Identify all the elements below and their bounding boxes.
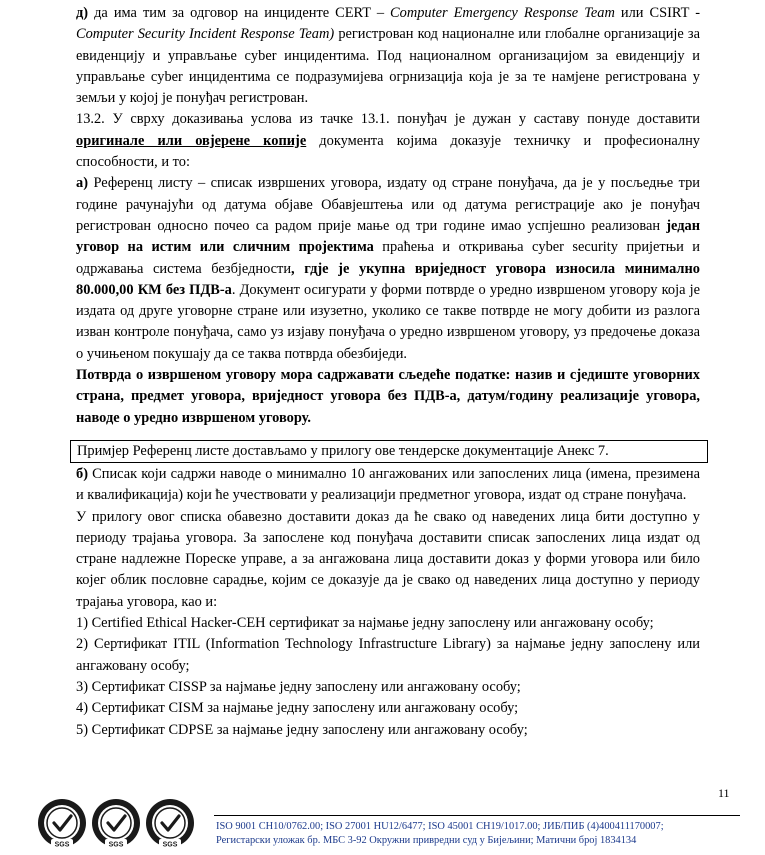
certification-seals [36, 796, 196, 852]
item-label: а) [76, 175, 88, 192]
sgs-seal-icon-3 [146, 799, 194, 849]
reference-list-note-box: Примјер Референц листе достављамо у прилогу ове тендерске документације Анекс 7. [70, 440, 708, 463]
sgs-seal-icon-1 [38, 799, 86, 849]
paragraph-attachment: У прилогу овог списка обавезно доставити доказ да ће свако од наведених лица бити доступно у периоду трајања уговора. За запослене код понуђача доставити списак запослених лица издат од стране надлежне Пореске управе, а за ангажована лица доставити доказ у форми уговора или било којег облик пословне сарадње, којим се доказује да је свако од наведених лица доступно у периоду трајања уговора, као и: [76, 508, 700, 610]
page-number: 11 [718, 786, 730, 800]
cert-item-5: 5) Сертификат CDPSE за најмање једну запослену или ангажовану особу; [76, 721, 528, 738]
cert-item-1: 1) Certified Ethical Hacker-CEH сертификат за најмање једну запослену или ангажовану особу; [76, 615, 654, 632]
sgs-seal-icon-2 [92, 799, 140, 849]
item-label: б) [76, 465, 88, 482]
item-label: д) [76, 5, 89, 21]
footer-registration-info [216, 820, 751, 848]
cert-item-2: 2) Сертификат ITIL (Information Technology Infrastructure Library) за најмање једну запослену или ангажовану особу; [76, 636, 700, 674]
paragraph-a: а) Референц листу – списак извршених уговора, издату од стране понуђача, да је у посљедње три године рачунајући од датума објаве Обавјештења или од датума регистрације ако је понуђач регистрован односно почео са радом прије мање од три године имао успјешно реализован један уговор на истим или сличним пројектима праћења и откривања cyber security пријетњи и одржавања система безбједности, гдје је укупна вриједност уговора износила минимално 80.000,00 КМ без ПДВ-а. Документ осигурати у форми потврде о уредно извршеном уговору која је издата од друге уговорне стране или изузетно, уколико се такве потврде не могу добити из разлога изван контроле понуђача, само уз изјаву понуђача о уредно извршеном уговору, уз предочење доказа о учињеном покушају да се таква потврда обезбиједи. [76, 175, 700, 362]
document-body [76, 3, 700, 741]
paragraph-13-2: 13.2. У сврху доказивања услова из тачке 13.1. понуђач је дужан у саставу понуде доставити оригинале или овјерене копије документа којима доказује техничку и професионалну способности, и то: [76, 111, 700, 171]
paragraph-confirmation: Потврда о извршеном уговору мора садржавати сљедеће податке: назив и сједиште уговорних страна, предмет уговора, вриједност уговора без ПДВ-а, датум/годину реализације уговора, наводе о уредно извршеном уговору. [76, 367, 700, 426]
svg-text:SGS: SGS [108, 841, 124, 849]
footer-divider [214, 815, 740, 816]
footer-line-registry: Регистарски уложак бр. МБС 3-92 Окружни привредни суд у Бијељини; Матични број 1834134 [216, 835, 637, 846]
paragraph-d: д) да има тим за одговор на инциденте CERT – Computer Emergency Response Team или CSIRT - Computer Security Incident Response Team) регистрован код националне или глобалне организације за евиденцију и управљање cyber инцидентима. Под националном организацијом за евиденцију и управљање cyber инцидентима се подразумијева огрнизација која је за те намјене регистрована у земљи у којој је понуђач регистрован. [76, 5, 700, 107]
paragraph-b: б) Списак који садржи наводе о минимално 10 ангажованих или запослених лица (имена, презимена и квалификација) који ће учествовати у реализацији предметног уговора, издат од стране понуђача. [76, 465, 700, 504]
svg-text:SGS: SGS [54, 841, 70, 849]
cert-item-4: 4) Сертификат CISM за најмање једну запослену или ангажовану особу; [76, 700, 519, 717]
svg-text:SGS: SGS [162, 841, 178, 849]
cert-item-3: 3) Сертификат CISSP за најмање једну запослену или ангажовану особу; [76, 678, 521, 695]
emphasis-originals: оригинале или овјерене копије [76, 132, 307, 149]
footer-line-iso: ISO 9001 CH10/0762.00; ISO 27001 HU12/6477; ISO 45001 CH19/1017.00; ЈИБ/ПИБ (4)400411170007; [216, 821, 664, 832]
